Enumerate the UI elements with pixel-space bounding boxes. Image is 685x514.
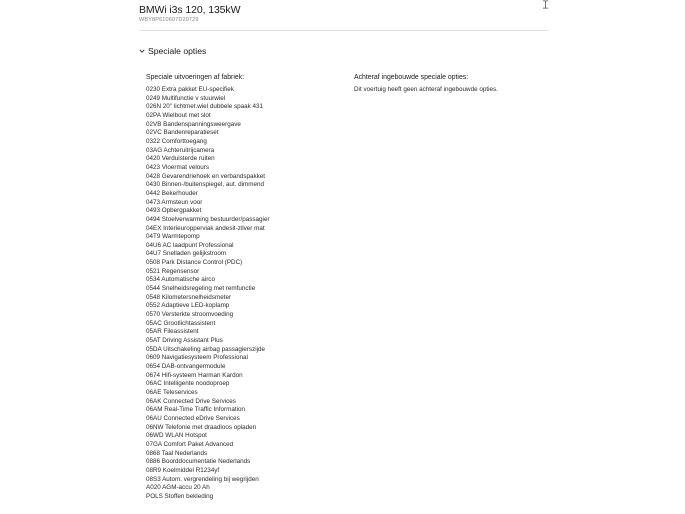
option-item: 0420 Verduisterde ruiten bbox=[146, 155, 215, 163]
option-item: 06AU Connected eDrive Services bbox=[146, 414, 240, 422]
option-item: 0544 Snelheidsregeling met remfunctie bbox=[146, 285, 256, 293]
option-item: 04U7 Snelladen gelijkstroom bbox=[146, 250, 227, 258]
option-item: 0508 Park Distance Control (PDC) bbox=[146, 259, 243, 267]
option-item: 0494 Stoelverwarming bestuurder/passagier bbox=[146, 215, 270, 223]
factory-options-column bbox=[146, 72, 336, 502]
option-item: 08S3 Autom. vergrendeling bij wegrijden bbox=[146, 475, 259, 483]
option-item: 06NW Telefonie met draadloos opladen bbox=[146, 423, 257, 431]
section-toggle-speciale-opties[interactable] bbox=[139, 46, 206, 56]
option-item: 05DA Uitschakeling airbag passagierszijde bbox=[146, 345, 266, 353]
option-item: 0430 Binnen-/buitenspiegel, aut. dimmend bbox=[146, 181, 264, 189]
vehicle-header bbox=[139, 4, 549, 31]
option-item: 06AM Real-Time Traffic Information bbox=[146, 406, 246, 414]
option-item: 04T9 Warmtepomp bbox=[146, 233, 200, 241]
option-item: 0442 Bekerhouder bbox=[146, 189, 198, 197]
option-item: 02PA Wielbout met slot bbox=[146, 111, 211, 119]
option-item: 07GA Comfort Paket Advanced bbox=[146, 440, 234, 448]
option-item: 0473 Armsteun voor bbox=[146, 198, 203, 206]
option-item: 0886 Boorddocumentatie Nederlands bbox=[146, 458, 251, 466]
option-item: 05AR Fileassistent bbox=[146, 328, 199, 336]
option-item: 0868 Taal Nederlands bbox=[146, 449, 208, 457]
option-item: 0493 Opbergpakket bbox=[146, 207, 202, 215]
factory-options-list bbox=[146, 86, 336, 502]
option-item: 06AK Connected Drive Services bbox=[146, 397, 236, 405]
option-item: 0322 Comforttoegang bbox=[146, 137, 207, 145]
option-item: 02VB Bandenspanningsweergave bbox=[146, 120, 241, 128]
option-item: 0570 Versterkte stroomvoeding bbox=[146, 311, 234, 319]
option-item: 0428 Gevarendriehoek en verbandspakket bbox=[146, 172, 266, 180]
option-item: 0609 Navigatiesysteem Professional bbox=[146, 354, 248, 362]
option-item: 02VC Bandenreparatieset bbox=[146, 129, 219, 137]
vehicle-vin: WBY8P610607D29729 bbox=[139, 17, 199, 23]
option-item: 04U6 AC laadpunt Professional bbox=[146, 241, 234, 249]
option-item: 04EX Interieuropperviak andesit-zilver mat bbox=[146, 224, 265, 232]
option-item: 0230 Extra pakket EU-specifiek bbox=[146, 86, 234, 93]
option-item: 0521 Regensensor bbox=[146, 267, 200, 275]
aftermarket-options-heading: Achteraf ingebouwde speciale opties: bbox=[354, 74, 469, 81]
option-item: 03AG Achteruitrijcamera bbox=[146, 146, 215, 154]
option-item: 05AT Driving Assistant Plus bbox=[146, 337, 223, 345]
aftermarket-options-text: Dit voertuig heeft geen achteraf ingebouwde opties. bbox=[354, 86, 498, 93]
option-item: 0674 Hifi-systeem Harman Kardon bbox=[146, 371, 243, 379]
option-item: 06AE Teleservices bbox=[146, 388, 198, 396]
option-item: 0534 Automatische airco bbox=[146, 276, 215, 284]
option-item: 0654 DAB-ontvangermodule bbox=[146, 363, 226, 370]
vehicle-title: BMWi i3s 120, 135kW bbox=[139, 4, 241, 16]
option-item: 08R9 Koelmiddel R1234yf bbox=[146, 466, 220, 474]
aftermarket-options-column bbox=[354, 72, 549, 95]
option-item: A020 AGM-accu 20 Ah bbox=[146, 484, 210, 492]
option-item: 0548 Kilometersnelheidsmeter bbox=[146, 293, 232, 301]
factory-options-heading: Speciale uitvoeringen af fabriek: bbox=[146, 74, 245, 81]
option-item: 0552 Adaptieve LED-koplamp bbox=[146, 302, 230, 310]
option-item: 0249 Multifunctie v stuurwiel bbox=[146, 94, 226, 102]
option-item: 026N 20" lichtmet.wiel dubbele spaak 431 bbox=[146, 103, 264, 111]
chevron-down-icon bbox=[139, 48, 145, 54]
option-item: 06AC Intelligente noodoproep bbox=[146, 380, 230, 388]
option-item: POLS Stoffen bekleding bbox=[146, 492, 214, 500]
option-item: 05AC Grootlichtassistent bbox=[146, 319, 216, 327]
option-item: 0423 Vloermat velours bbox=[146, 163, 210, 171]
option-item: 06WD WLAN Hotspot bbox=[146, 432, 207, 440]
cursor-text-icon bbox=[541, 0, 550, 9]
section-title: Speciale opties bbox=[148, 46, 207, 56]
